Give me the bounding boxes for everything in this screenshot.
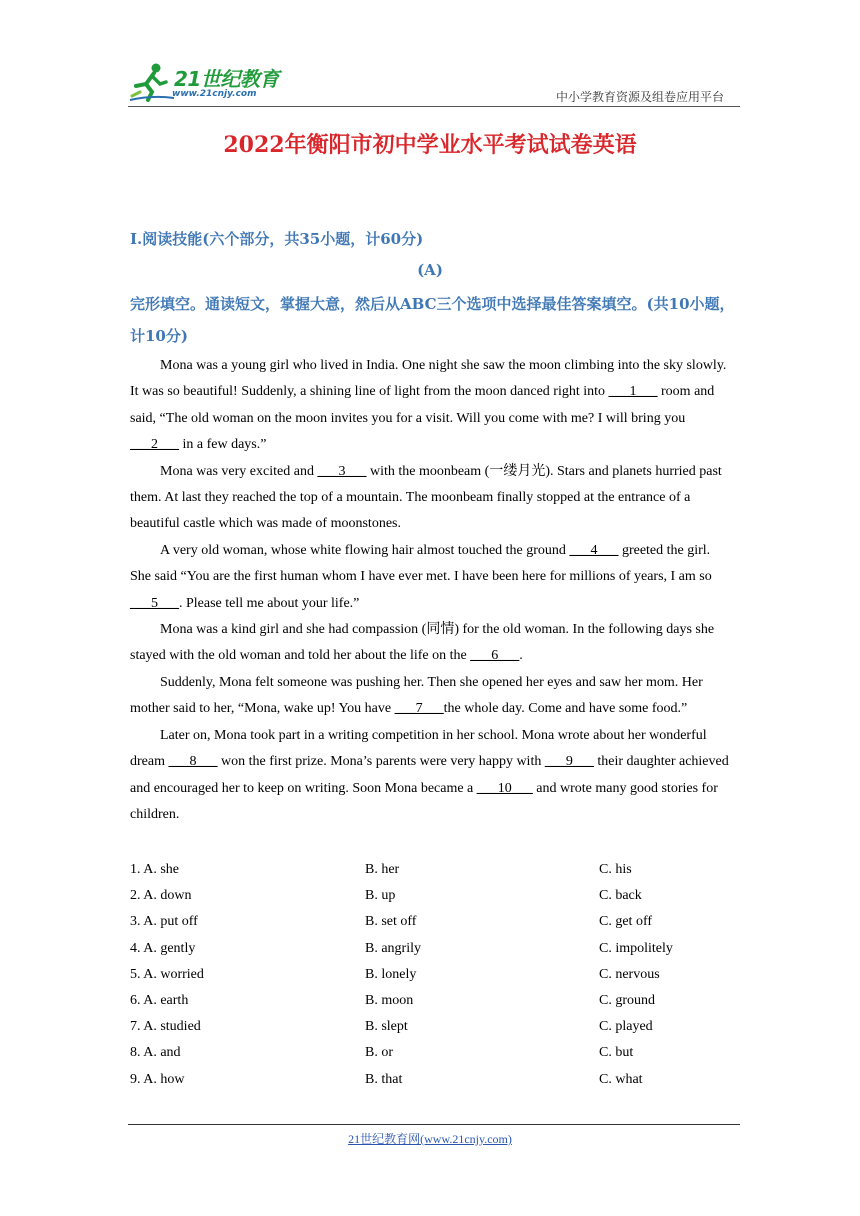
option-row bbox=[130, 936, 740, 962]
passage-paragraph bbox=[130, 670, 730, 723]
passage-text: . Please tell me about your life.” bbox=[179, 595, 360, 611]
passage-text: the whole day. Come and have some food.” bbox=[443, 701, 688, 717]
logo bbox=[128, 62, 288, 102]
option-row bbox=[130, 1014, 740, 1040]
option-b: B. that bbox=[365, 1071, 403, 1087]
option-c: C. ground bbox=[599, 992, 655, 1008]
cloze-passage bbox=[130, 353, 730, 828]
answer-options bbox=[130, 857, 740, 1093]
option-a: 3. A. put off bbox=[130, 914, 198, 930]
option-row bbox=[130, 988, 740, 1014]
passage-text: room and said, “The old woman on the moon invites you for a visit. Will you come with me? I will bring you bbox=[130, 384, 715, 426]
section-heading: I.阅读技能(六个部分，共35小题，计60分) bbox=[130, 230, 424, 248]
passage-text: Later on, Mona took part in a writing competition in her school. Mona wrote about her wonderful dream bbox=[130, 727, 707, 770]
blank: ___9___ bbox=[544, 754, 594, 770]
option-c: C. but bbox=[599, 1045, 634, 1061]
option-c: C. what bbox=[599, 1071, 643, 1087]
option-c: C. played bbox=[599, 1019, 653, 1035]
passage-text: . bbox=[519, 648, 523, 664]
option-a: 5. A. worried bbox=[130, 966, 204, 982]
blank: ___6___ bbox=[470, 648, 520, 664]
passage-paragraph bbox=[130, 459, 730, 538]
passage-text: Mona was a young girl who lived in India. One night she saw the moon climbing into the sky slowly. It was so beautiful! Suddenly, a shining line of light from the moon danced right into bbox=[130, 358, 727, 400]
option-b: B. her bbox=[365, 862, 400, 877]
option-row bbox=[130, 1067, 740, 1093]
passage-text: and wrote many good stories for children. bbox=[130, 780, 718, 822]
option-b: B. moon bbox=[365, 992, 414, 1008]
passage-text: Mona was a kind girl and she had compassion (同情) for the old woman. In the following days she stayed with the old woman and told her about the life on the bbox=[130, 622, 715, 664]
passage-paragraph bbox=[130, 617, 730, 670]
blank: ___3___ bbox=[317, 463, 367, 479]
runner-logo-icon bbox=[128, 62, 176, 102]
blank: ___1___ bbox=[608, 384, 658, 400]
option-b: B. lonely bbox=[365, 966, 417, 982]
option-a: 9. A. how bbox=[130, 1071, 185, 1087]
logo-text: 21世纪教育 bbox=[174, 67, 279, 91]
option-c: C. back bbox=[599, 888, 642, 904]
blank: ___8___ bbox=[168, 754, 218, 770]
passage-text: won the first prize. Mona’s parents were very happy with bbox=[217, 754, 545, 770]
option-a: 4. A. gently bbox=[130, 940, 196, 956]
instructions: 完形填空。通读短文，掌握大意，然后从ABC三个选项中选择最佳答案填空。(共10小题，计10分) bbox=[130, 295, 735, 345]
option-b: B. set off bbox=[365, 914, 417, 930]
option-a: 1. A. she bbox=[130, 862, 179, 877]
option-row bbox=[130, 1040, 740, 1066]
footer-link[interactable]: 21世纪教育网(www.21cnjy.com) bbox=[348, 1132, 512, 1146]
blank: ___2___ bbox=[130, 437, 179, 453]
passage-paragraph bbox=[130, 723, 730, 829]
passage-paragraph bbox=[130, 538, 730, 617]
passage-text: greeted the girl. She said “You are the first human whom I have ever met. I have been here for millions of years, I am so bbox=[130, 542, 712, 585]
exam-title: 2022年衡阳市初中学业水平考试试卷英语 bbox=[223, 132, 637, 158]
blank: ___10___ bbox=[476, 780, 533, 796]
page-header bbox=[128, 60, 740, 107]
option-c: C. get off bbox=[599, 914, 653, 930]
option-row bbox=[130, 909, 740, 935]
option-c: C. his bbox=[599, 862, 632, 877]
passage-paragraph bbox=[130, 353, 730, 459]
footer-divider bbox=[128, 1124, 740, 1125]
passage-text: Suddenly, Mona felt someone was pushing her. Then she opened her eyes and saw her mom. Her mother said to her, “Mona, wake up! You have bbox=[130, 674, 703, 717]
passage-text: their daughter achieved and encouraged her to keep on writing. Soon Mona became a bbox=[130, 754, 729, 796]
option-b: B. up bbox=[365, 888, 396, 904]
option-row bbox=[130, 883, 740, 909]
passage-text: in a few days.” bbox=[179, 437, 267, 453]
passage-text: Mona was very excited and bbox=[160, 463, 318, 479]
option-c: C. nervous bbox=[599, 966, 660, 982]
option-a: 8. A. and bbox=[130, 1045, 181, 1061]
option-a: 6. A. earth bbox=[130, 992, 189, 1008]
platform-label: 中小学教育资源及组卷应用平台 bbox=[555, 90, 724, 104]
option-c: C. impolitely bbox=[599, 940, 673, 956]
option-b: B. angrily bbox=[365, 940, 421, 956]
option-row bbox=[130, 962, 740, 988]
passage-text: with the moonbeam (一缕月光). Stars and planets hurried past them. At last they reached the top of a mountain. The moonbeam finally stopped at the entrance of a beautiful castle which was made of moonstones. bbox=[130, 463, 722, 532]
part-heading: (A) bbox=[417, 261, 443, 279]
blank: ___4___ bbox=[569, 542, 619, 558]
logo-url: www.21cnjy.com bbox=[172, 89, 257, 99]
option-a: 7. A. studied bbox=[130, 1019, 201, 1035]
blank: ___7___ bbox=[394, 701, 444, 717]
option-b: B. or bbox=[365, 1045, 393, 1061]
option-b: B. slept bbox=[365, 1019, 408, 1035]
passage-text: A very old woman, whose white flowing hair almost touched the ground bbox=[160, 542, 570, 558]
blank: ___5___ bbox=[130, 595, 179, 611]
option-a: 2. A. down bbox=[130, 888, 192, 904]
option-row bbox=[130, 857, 740, 883]
